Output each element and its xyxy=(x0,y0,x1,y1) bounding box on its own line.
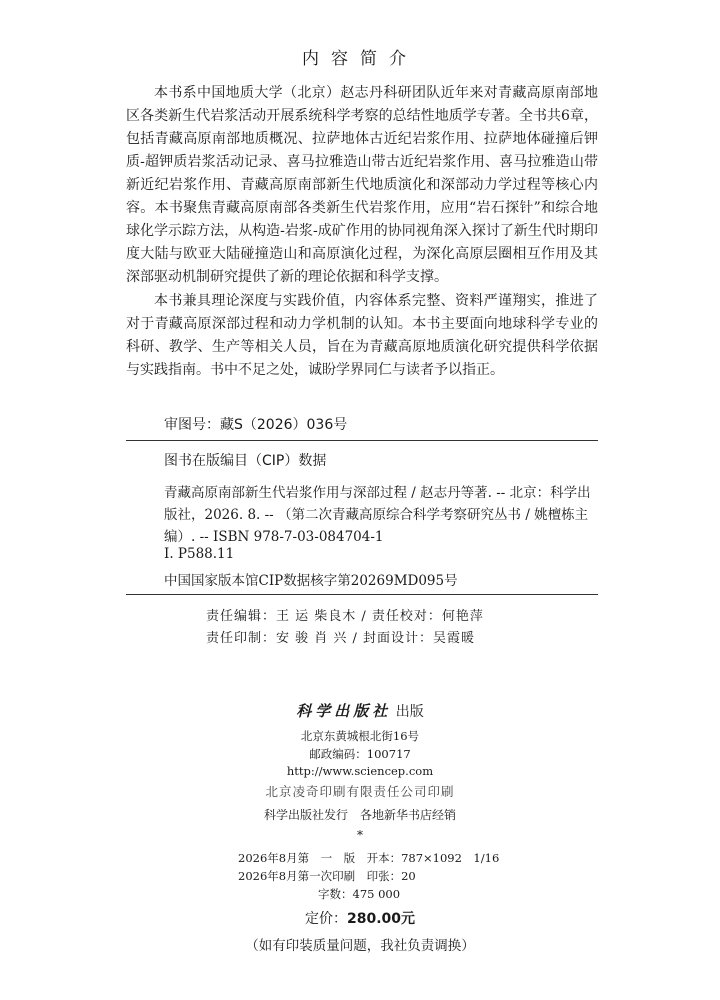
publisher-postcode: 邮政编码：100717 xyxy=(309,747,411,761)
cip-entry: 青藏高原南部新生代岩浆作用与深部过程 / 赵志丹等著. -- 北京：科学出版社，2026. 8. -- （第二次青藏高原综合科学考察研究丛书 / 姚檀栋主编）. -- ISBN 978-7-03-084704-1 xyxy=(164,485,591,545)
publisher-url: http://www.sciencep.com xyxy=(286,764,434,778)
price-label: 定价： xyxy=(304,911,347,927)
publisher-suffix: 出版 xyxy=(395,704,424,720)
cip-title: 图书在版编目（CIP）数据 xyxy=(164,453,327,469)
intro-paragraph-1-text: 本书系中国地质大学（北京）赵志丹科研团队近年来对青藏高原南部地区各类新生代岩浆活动开展系统科学考察的总结性地质学专著。全书共6章，包括青藏高原南部地质概况、拉萨地体古近纪岩浆作用、拉萨地体碰撞后钾质-超钾质岩浆活动记录、喜马拉雅造山带古近纪岩浆作用、喜马拉雅造山带新近纪岩浆作用、青藏高原南部新生代地质演化和深部动力学过程等核心内容。本书聚焦青藏高原南部各类新生代岩浆作用，应用“岩石探针”和综合地球化学示踪方法，从构造-岩浆-成矿作用的协同视角深入探讨了新生代时期印度大陆与欧亚大陆碰撞造山和高原演化过程，为深化高原层圈相互作用及其深部驱动机制研究提供了新的理论依据和科学支撑。 xyxy=(126,85,598,285)
cip-record-number: 中国国家版本馆CIP数据核字第20269MD095号 xyxy=(164,573,458,589)
edition-line-2: 2026年8月第一次印刷 印张：20 xyxy=(238,869,416,883)
separator-star: * xyxy=(357,828,363,842)
price-line xyxy=(0,908,720,928)
distribution-line: 科学出版社发行 各地新华书店经销 xyxy=(263,808,456,822)
editor-credits-line-1: 责任编辑：王 运 柴良木 / 责任校对：何艳萍 xyxy=(206,609,484,624)
map-approval-number: 审图号：藏S（2026）036号 xyxy=(164,417,348,433)
publisher-line xyxy=(0,700,720,721)
intro-paragraph-2 xyxy=(126,290,598,382)
edition-line-1: 2026年8月第 一 版 开本：787×1092 1/16 xyxy=(238,851,500,865)
printer-line: 北京凌奇印刷有限责任公司印刷 xyxy=(265,784,455,799)
publisher-logo-text: 科学出版社 xyxy=(296,702,392,720)
intro-paragraph-1 xyxy=(126,82,598,289)
divider xyxy=(126,594,598,595)
editor-credits xyxy=(206,606,484,650)
cip-classification: Ⅰ. P588.11 xyxy=(164,546,235,562)
divider xyxy=(126,440,598,441)
quality-notice: （如有印装质量问题，我社负责调换） xyxy=(245,938,475,954)
price-value: 280.00元 xyxy=(346,911,416,927)
editor-credits-line-2: 责任印制：安 骏 肖 兴 / 封面设计：吴霞暖 xyxy=(206,631,476,646)
publisher-address: 北京东黄城根北街16号 xyxy=(300,729,420,743)
intro-paragraph-2-text: 本书兼具理论深度与实践价值，内容体系完整、资料严谨翔实，推进了对于青藏高原深部过程和动力学机制的认知。本书主要面向地球科学专业的科研、教学、生产等相关人员，旨在为青藏高原地质演化研究提供科学依据与实践指南。书中不足之处，诚盼学界同仁与读者予以指正。 xyxy=(126,293,598,378)
page-title: 内容简介 xyxy=(302,49,418,69)
word-count: 字数：475 000 xyxy=(318,887,401,901)
